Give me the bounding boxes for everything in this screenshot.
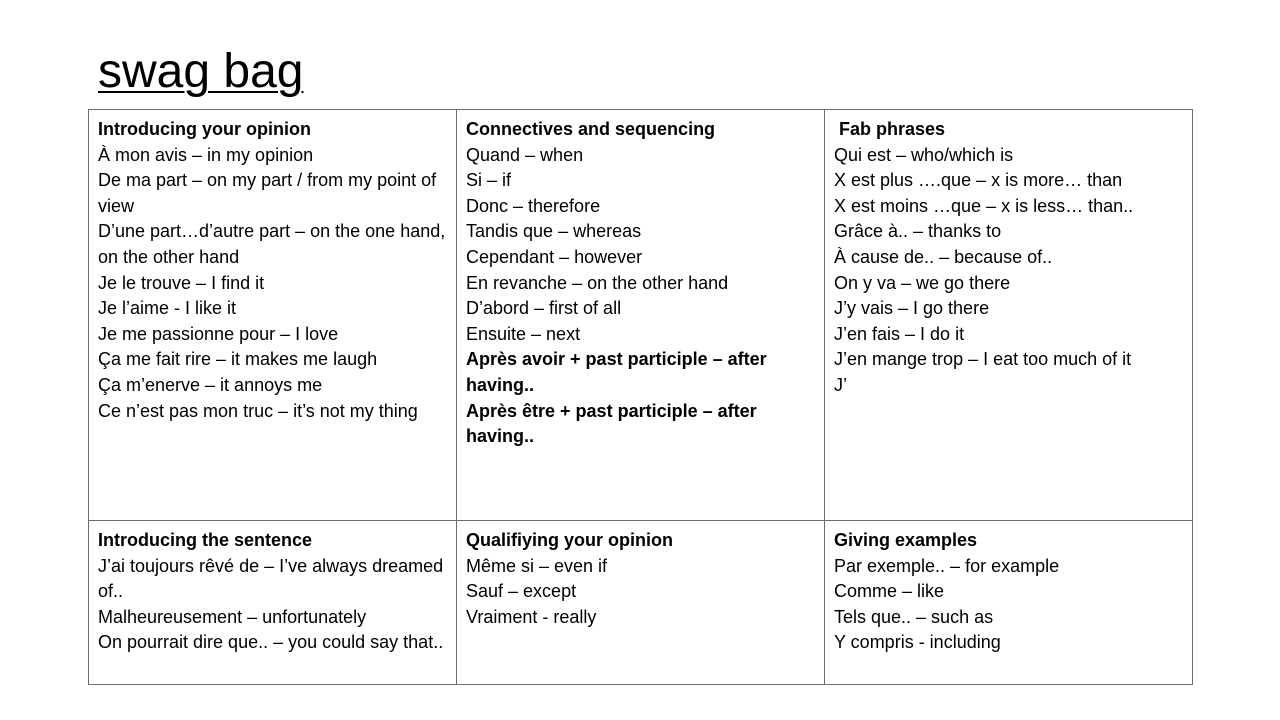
phrase-line: Si – if (466, 170, 512, 191)
phrase-line: Tandis que – whereas (466, 221, 642, 242)
cell-heading: Giving examples (834, 530, 978, 550)
phrase-line: Tels que.. – such as (834, 606, 994, 627)
phrase-line: X est moins …que – x is less… than.. (834, 195, 1134, 216)
phrase-line: De ma part – on my part / from my point of view (98, 170, 437, 216)
phrase-line: Donc – therefore (466, 195, 601, 216)
phrase-line: J’ai toujours rêvé de – I’ve always dreamed of.. (98, 555, 444, 602)
phrase-line: D’une part…d’autre part – on the one hand, on the other hand (98, 221, 446, 267)
phrase-line: Vraiment - really (466, 606, 597, 627)
cell-fab-phrases (825, 110, 1193, 521)
grid-row-bottom (89, 521, 1193, 685)
cell-qualifying-opinion (457, 521, 825, 685)
phrase-line-bold: Après avoir + past participle – after having.. (466, 349, 767, 395)
cell-introducing-sentence (89, 521, 457, 685)
phrase-line: Comme – like (834, 581, 945, 602)
phrase-line: Même si – even if (466, 555, 608, 576)
phrase-line: Ensuite – next (466, 323, 581, 344)
phrase-line: Ça me fait rire – it makes me laugh (98, 349, 378, 370)
cell-heading: Introducing your opinion (98, 119, 311, 139)
grid-row-top (89, 110, 1193, 521)
phrase-line: J’ (834, 374, 847, 395)
slide-title: swag bag (98, 45, 304, 98)
phrase-line: Quand – when (466, 144, 584, 165)
phrase-line: Qui est – who/which is (834, 144, 1014, 165)
phrase-line: Malheureusement – unfortunately (98, 606, 367, 627)
phrase-line: En revanche – on the other hand (466, 272, 729, 293)
phrase-line: J’en mange trop – I eat too much of it (834, 349, 1132, 370)
cell-heading: Fab phrases (839, 119, 946, 139)
phrase-line: Sauf – except (466, 581, 577, 602)
phrase-line: On pourrait dire que.. – you could say that.. (98, 632, 444, 653)
phrase-grid (88, 109, 1193, 685)
cell-heading: Qualifiying your opinion (466, 530, 673, 550)
phrase-line: D’abord – first of all (466, 298, 622, 319)
phrase-line: Cependant – however (466, 246, 643, 267)
phrase-line: J’y vais – I go there (834, 298, 990, 319)
phrase-line: On y va – we go there (834, 272, 1011, 293)
cell-introducing-opinion (89, 110, 457, 521)
phrase-line: Par exemple.. – for example (834, 555, 1060, 576)
phrase-line: À mon avis – in my opinion (98, 144, 314, 165)
phrase-line: J’en fais – I do it (834, 323, 965, 344)
phrase-line: À cause de.. – because of.. (834, 246, 1053, 267)
phrase-line: Y compris - including (834, 632, 1001, 653)
phrase-line: X est plus ….que – x is more… than (834, 170, 1123, 191)
phrase-line: Je l’aime - I like it (98, 298, 237, 319)
cell-connectives (457, 110, 825, 521)
phrase-line: Ce n’est pas mon truc – it’s not my thing (98, 400, 418, 421)
phrase-line: Je me passionne pour – I love (98, 323, 339, 344)
cell-giving-examples (825, 521, 1193, 685)
cell-heading: Introducing the sentence (98, 530, 313, 550)
phrase-line-bold: Après être + past participle – after having.. (466, 400, 757, 447)
cell-heading: Connectives and sequencing (466, 119, 716, 139)
phrase-line: Je le trouve – I find it (98, 272, 265, 293)
phrase-line: Grâce à.. – thanks to (834, 221, 1002, 242)
phrase-line: Ça m’enerve – it annoys me (98, 374, 323, 395)
